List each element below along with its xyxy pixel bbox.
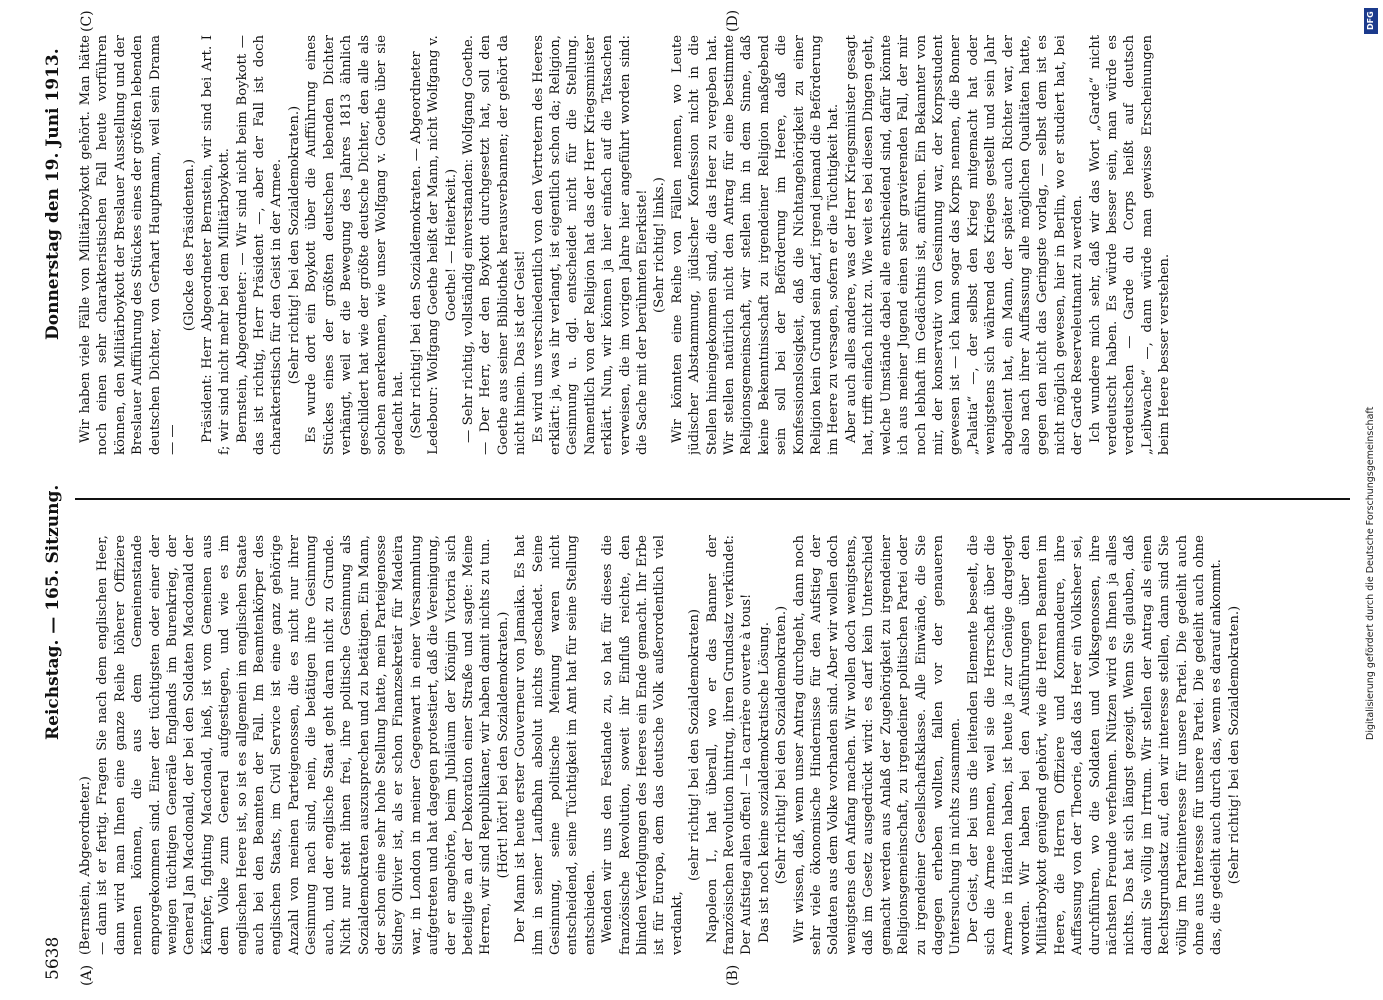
paragraph: Präsident: Herr Abgeordneter Bernstein, wir sind bei Art. I f; wir sind nicht mehr bei dem Militärboykott. (199, 35, 233, 455)
interjection: (Sehr richtig! bei den Sozialdemokraten.) (774, 605, 790, 885)
paragraph: Es wird uns verschiedentlich von den Vertretern des Heeres erklärt: ja, was ihr verlangt, ist eigentlich schon da; Religion, Gesinnung u. dgl. entscheidet nicht für die Stellung. Namentlich von der Religion hat das der Herr Kriegsminister erklärt. Nun, wir können ja hier einfach auf die Tatsachen verweisen, die im vorigen Jahre hier angeführt worden sind: die Sache mit der berühmten Eierkiste! (530, 35, 650, 455)
left-column (77, 535, 1347, 955)
interjection: (sehr richtig! bei den Sozialdemokraten) (687, 609, 703, 881)
paragraph: Wir haben viele Fälle von Militärboykott gehört. Man hätte noch einen sehr charakteristischen Fall heute vorführen können, den Militärboykott der Breslauer Ausstellung und der Breslauer Aufführung des Stückes eines der größten lebenden deutschen Dichter, von Gerhart Hauptmann, weil sein Drama — — (78, 35, 181, 455)
paragraph: — dann ist er fertig. Fragen Sie nach dem englischen Heer, dann wird man Ihnen eine ganze Reihe höherer Offiziere nennen können, die aus dem Gemeinenstande emporgekommen sind. Einer der tüchtigsten oder einer der wenigen tüchtigen Generäle Englands im Burenkrieg, der General Jan Macdonald, der bei den Soldaten Macdonald der Kämpfer, fighting Macdonald, hieß, ist vom Gemeinen aus dem Volke zum General aufgestiegen, und wie es im englischen Heere ist, so ist es allgemein im englischen Staate auch bei den Beamten der Fall. Im Beamtenkörper des englischen Staats, im Civil Service ist eine ganz gehörige Anzahl von meinen Parteigenossen, die es nicht nur ihrer Gesinnung nach sind, nein, die betätigen ihre Gesinnung auch, und der englische Staat geht daran nicht zu Grunde. Nicht nur steht ihnen frei, ihre politische Gesinnung als Sozialdemokraten auszusprechen und zu betätigen. Ein Mann, der schon eine sehr hohe Stellung hatte, mein Parteigenosse Sidney Olivier ist, als er schon Finanzsekretär für Madeira war, in London in meiner Gegenwart in einer Versammlung aufgetreten und hat dagegen protestiert, daß die Vereinigung, der er angehörte, beim Jubiläum der Königin Victoria sich beteiligte an der Dekoration einer Straße und sagte: Meine Herren, wir sind Republikaner, wir haben damit nichts zu tun. (95, 535, 494, 955)
rotated-page (35, 0, 1365, 1000)
interjection: (Sehr richtig! bei den Sozialdemokraten.) (286, 105, 302, 385)
interjection: (Hört! hört! bei den Sozialdemokraten.) (495, 611, 511, 879)
paragraph: Der Mann ist heute erster Gouverneur von Jamaika. Es hat ihm in seiner Laufbahn absolut nichts geschadet. Seine Gesinnung, seine politische Meinung waren nicht entscheidend, seine Tüchtigkeit im Amt hat für seine Stellung entschieden. (513, 535, 598, 955)
session-title: Reichstag. — 165. Sitzung. (43, 484, 63, 740)
paragraph: Napoleon I., hat überall, wo er das Banner der französischen Revolution hintrug, ihren Grundsatz verkündet: Der Aufstieg allen offen! — la carrière ouverte à tous! (704, 535, 755, 955)
paragraph: Aber auch alles andere, was der Herr Kriegsminister gesagt hat, trifft einfach nicht zu. Wie weit es bei diesen Dingen geht, welche Umstände dabei alle entscheidend sind, dafür könnte ich aus meiner Jugend einen sehr gravierenden Fall, der mir noch lebhaft im Gedächtnis ist, anführen. Ein Bekannter von mir, der konservativ von Gesinnung war, der Korpsstudent gewesen ist — ich kann sogar das Korps nennen, die Bonner „Palatia“ —, der selbst den Krieg mitgemacht hat oder wenigstens sich während des Krieges gestellt und sein Jahr abgedient hat, ein Mann, der später auch Richter war, der also nach ihrer Auffassung alle möglichen Qualitäten hatte, gegen den nicht das Geringste vorlag, — selbst dem ist es nicht möglich gewesen, hier in Berlin, wo er studiert hat, bei der Garde Reserveleutnant zu werden. (843, 35, 1086, 455)
margin-marker-a: (A) (79, 964, 95, 986)
interjection: (Sehr richtig! bei den Sozialdemokraten.) (1226, 605, 1242, 885)
paragraph: Bernstein, Abgeordneter: — Wir sind nicht beim Boykott — das ist richtig, Herr Präsident —, aber der Fall ist doch charakteristisch für den Geist in der Armee. (234, 35, 285, 455)
margin-marker-d: (D) (725, 9, 741, 32)
digitization-credit: Digitalisierung gefördert durch die Deutsche Forschungsgemeinschaft (1365, 406, 1376, 740)
paragraph: — Sehr richtig, vollständig einverstanden: Wolfgang Goethe. — Der Herr, der den Boykott durchgesetzt hat, soll den Goethe aus seiner Bibliothek herausverbannen; der gehört da nicht hinein. Das ist der Geist! (460, 35, 529, 455)
paragraph: Wenden wir uns den Festlande zu, so hat für dieses die französische Revolution, soweit ihr Einfluß reichte, den blinden Verfolgungen des Heeres ein Ende gemacht. Ihr Erbe ist für Europa, dem das deutsche Volk außerordentlich viel verdankt, (600, 535, 685, 955)
speaker-line: (Bernstein, Abgeordneter.) (78, 776, 93, 955)
column-divider (75, 498, 1350, 500)
paragraph: Es wurde dort ein Boykott über die Aufführung eines Stückes eines der größten deutschen lebenden Dichter verhängt, weil er die Bewegung des Jahres 1813 ähnlich geschildert hat wie der größte deutsche Dichter, den alle als solchen anerkennen, wie unser Wolfgang v. Goethe über sie gedacht hat. (304, 35, 407, 455)
page-number: 5638 (43, 936, 63, 980)
interjection: (Sehr richtig! links.) (652, 177, 668, 313)
interjection: (Glocke des Präsidenten.) (182, 158, 198, 332)
paragraph: Wir wissen, daß, wenn unser Antrag durchgeht, dann noch sehr viele ökonomische Hindernisse für den Aufstieg der Soldaten aus dem Volke vorhanden sind. Aber wir wollen doch wenigstens den Anfang machen. Wir wollen doch wenigstens, daß im Gesetz ausgedrückt wird: es darf kein Unterschied gemacht werden aus Anlaß der Zugehörigkeit zu irgendeiner Religionsgemeinschaft, zu irgendeiner politischen Partei oder zu irgendeiner Gesellschaftsklasse. Alle Einwände, die Sie dagegen erheben wollten, fallen vor der genaueren Untersuchung in nichts zusammen. (791, 535, 964, 955)
session-date: Donnerstag den 19. Juni 1913. (43, 48, 63, 340)
right-column (77, 35, 1347, 455)
paragraph: Ich wundere mich sehr, daß wir das Wort „Garde“ nicht verdeutscht haben. Es würde besser sein, man würde es verdeutschen — Garde du Corps heißt auf deutsch „Leibwache“ —, dann würde man gewisse Erscheinungen beim Heere besser verstehen. (1087, 35, 1173, 455)
interjection: (Sehr richtig! bei den Sozialdemokraten. — Abgeordneter Ledebour: Wolfgang Goethe heißt der Mann, nicht Wolfgang v. Goethe! — Heiterkeit.) (408, 35, 459, 455)
page-header (43, 20, 71, 980)
dfg-logo: DFG (1364, 8, 1378, 34)
paragraph: Das ist noch keine sozialdemokratische Lösung. (756, 622, 772, 943)
paragraph: Der Geist, der bei uns die leitenden Elemente beseelt, die sich die Armee nennen, weil sie die Herrschaft über die Armee in Händen haben, ist heute ja zur Genüge dargelegt worden. Wir haben bei den Ausführungen über den Militärboykott genügend gehört, wie die Herren Beamten im Heere, die Herren Offiziere und Kommandeure, ihre Auffassung von der Theorie, daß das Heer ein Volksheer sei, durchführen, wo die Soldaten und Volksgenossen, ihre nächsten Freunde verfehmen. Nützen wird es Ihnen ja alles nichts. Das hat sich längst gezeigt. Wenn Sie glauben, daß damit Sie völlig im Irrtum. Wir stellen der Antrag als einen Rechtsgrundsatz auf, den wir interesse stellen, dann sind Sie völlig im Parteiinteresse für unsere Partei. Die gedeiht auch ohne aus Interesse für unsere Partei. Die gedeiht auch ohne das, die gedeiht auch durch das, wenn es darauf ankommt. (965, 535, 1225, 955)
margin-marker-b: (B) (725, 964, 741, 986)
paragraph: Wir könnten eine Reihe von Fällen nennen, wo Leute jüdischer Abstammung, jüdischer Konfession nicht in die Stellen hineingekommen sind, die das Heer zu vergeben hat. Wir stellen natürlich nicht den Antrag für eine bestimmte Religionsgemeinschaft, wir stellen ihn in dem Sinne, daß keine Bekenntnisschaft zu irgendeiner Religion maßgebend sein soll bei der Beförderung im Heere, daß die Konfessionslosigkeit, daß die Nichtangehörigkeit zu einer Religion kein Grund sein darf, irgend jemand die Beförderung im Heere zu versagen, sofern er die Tüchtigkeit hat. (669, 35, 842, 455)
margin-marker-c: (C) (79, 10, 95, 32)
